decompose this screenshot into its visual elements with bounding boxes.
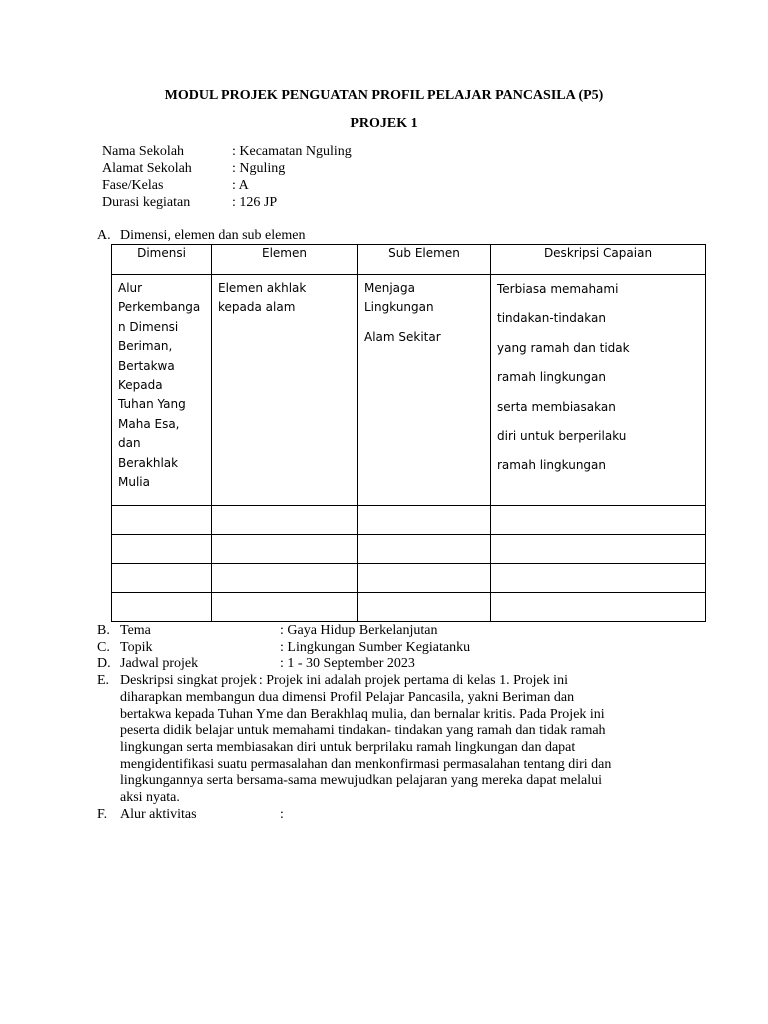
info-row-school-address [102,160,352,177]
section-title: Dimensi, elemen dan sub elemen [120,228,306,243]
section-value: : [280,806,284,822]
document-title: MODUL PROJEK PENGUATAN PROFIL PELAJAR PANCASILA (P5) [164,88,604,103]
table-row-empty [112,506,706,535]
cell-elemen [212,275,358,506]
column-header-elemen: Elemen [212,245,358,275]
empty-cell [358,535,491,564]
paragraph-line: peserta didik belajar untuk memahami tindakan- tindakan yang ramah dan tidak ramah [120,723,606,739]
info-row-duration [102,194,352,211]
school-info [102,143,352,211]
column-header-dimensi: Dimensi [112,245,212,275]
section-label: Alur aktivitas [120,806,197,822]
section-f [97,807,694,824]
empty-cell [212,535,358,564]
cell-line: Beriman, [118,339,173,354]
section-letter: F. [97,806,108,822]
cell-line: Menjaga [364,281,415,295]
cell-line: Alur [118,281,143,295]
section-letter: B. [97,623,110,638]
section-label: Topik [120,639,153,655]
section-value: : Projek ini adalah projek pertama di kelas 1. Projek ini [258,673,568,689]
paragraph-line: mengidentifikasi suatu permasalahan dan menkonfirmasi permasalahan tentang diri dan [120,756,612,772]
column-header-deskripsi: Deskripsi Capaian [491,245,706,275]
empty-cell [212,593,358,622]
table-row [112,275,706,506]
empty-cell [491,564,706,593]
table-row-empty [112,535,706,564]
info-row-school-name [102,143,352,160]
table-row-empty [112,593,706,622]
cell-line: kepada alam [218,300,296,315]
info-row-phase-class [102,177,352,194]
cell-line: Mulia [118,475,150,490]
info-value: : Kecamatan Nguling [232,144,352,159]
info-label: Alamat Sekolah [102,161,192,176]
empty-cell [358,564,491,593]
table-row-empty [112,564,706,593]
cell-line: Terbiasa memahami [497,282,619,296]
empty-cell [491,593,706,622]
dimension-table [111,244,706,622]
paragraph-line: aksi nyata. [120,790,180,806]
info-value: : Nguling [232,161,286,176]
cell-dimensi [112,275,212,506]
section-a-heading [97,228,305,244]
cell-line: ramah lingkungan [497,370,607,385]
paragraph-line: bertakwa kepada Tuhan Yme dan Berakhlaq mulia, dan bernalar kritis. Pada Projek ini [120,706,605,722]
project-details [97,623,694,823]
empty-cell [212,564,358,593]
info-label: Fase/Kelas [102,178,164,193]
section-value: : Lingkungan Sumber Kegiatanku [280,639,471,655]
empty-cell [358,593,491,622]
cell-line: ramah lingkungan [497,458,607,473]
empty-cell [112,506,212,535]
section-c [97,640,694,657]
cell-line: serta membiasakan [497,399,616,414]
cell-line: yang ramah dan tidak [497,340,630,355]
cell-line: Alam Sekitar [364,329,441,344]
info-label: Nama Sekolah [102,144,185,159]
empty-cell [358,506,491,535]
section-label: Deskripsi singkat projek [120,673,257,689]
cell-line: Lingkungan [364,300,434,315]
cell-deskripsi [491,275,706,506]
empty-cell [491,535,706,564]
section-e-description [120,690,694,807]
cell-line: tindakan-tindakan [497,311,606,326]
section-label: Jadwal projek [120,656,199,672]
cell-line: Maha Esa, [118,416,180,431]
section-letter: A. [97,228,111,243]
empty-cell [491,506,706,535]
cell-line: Bertakwa [118,358,175,373]
section-e [97,673,694,690]
section-letter: D. [97,656,111,672]
empty-cell [212,506,358,535]
info-value: : 126 JP [232,195,278,210]
cell-line: diri untuk berperilaku [497,429,627,444]
paragraph-line: lingkungan serta membiasakan diri untuk berprilaku ramah lingkungan dan dapat [120,739,576,755]
empty-cell [112,564,212,593]
column-header-sub-elemen: Sub Elemen [358,245,491,275]
cell-line: n Dimensi [118,319,179,334]
section-b [97,623,694,640]
section-label: Tema [120,623,151,638]
cell-line: dan [118,436,141,451]
cell-line: Perkembanga [118,300,201,315]
section-letter: E. [97,673,110,689]
info-label: Durasi kegiatan [102,195,191,210]
empty-cell [112,593,212,622]
section-letter: C. [97,639,110,655]
cell-line: Kepada [118,378,163,393]
cell-line: Tuhan Yang [118,397,186,412]
cell-line: Berakhlak [118,455,179,470]
section-value: : 1 - 30 September 2023 [280,656,415,672]
table-header-row [112,245,706,275]
section-d [97,656,694,673]
info-value: : A [232,178,249,193]
cell-line: Elemen akhlak [218,281,307,295]
paragraph-line: diharapkan membangun dua dimensi Profil Pelajar Pancasila, yakni Beriman dan [120,689,575,705]
empty-cell [112,535,212,564]
section-value: : Gaya Hidup Berkelanjutan [280,623,438,638]
cell-sub-elemen [358,275,491,506]
paragraph-line: lingkungannya serta bersama-sama mewujudkan pelajaran yang mereka dapat melalui [120,773,603,789]
document-subtitle: PROJEK 1 [350,116,418,131]
